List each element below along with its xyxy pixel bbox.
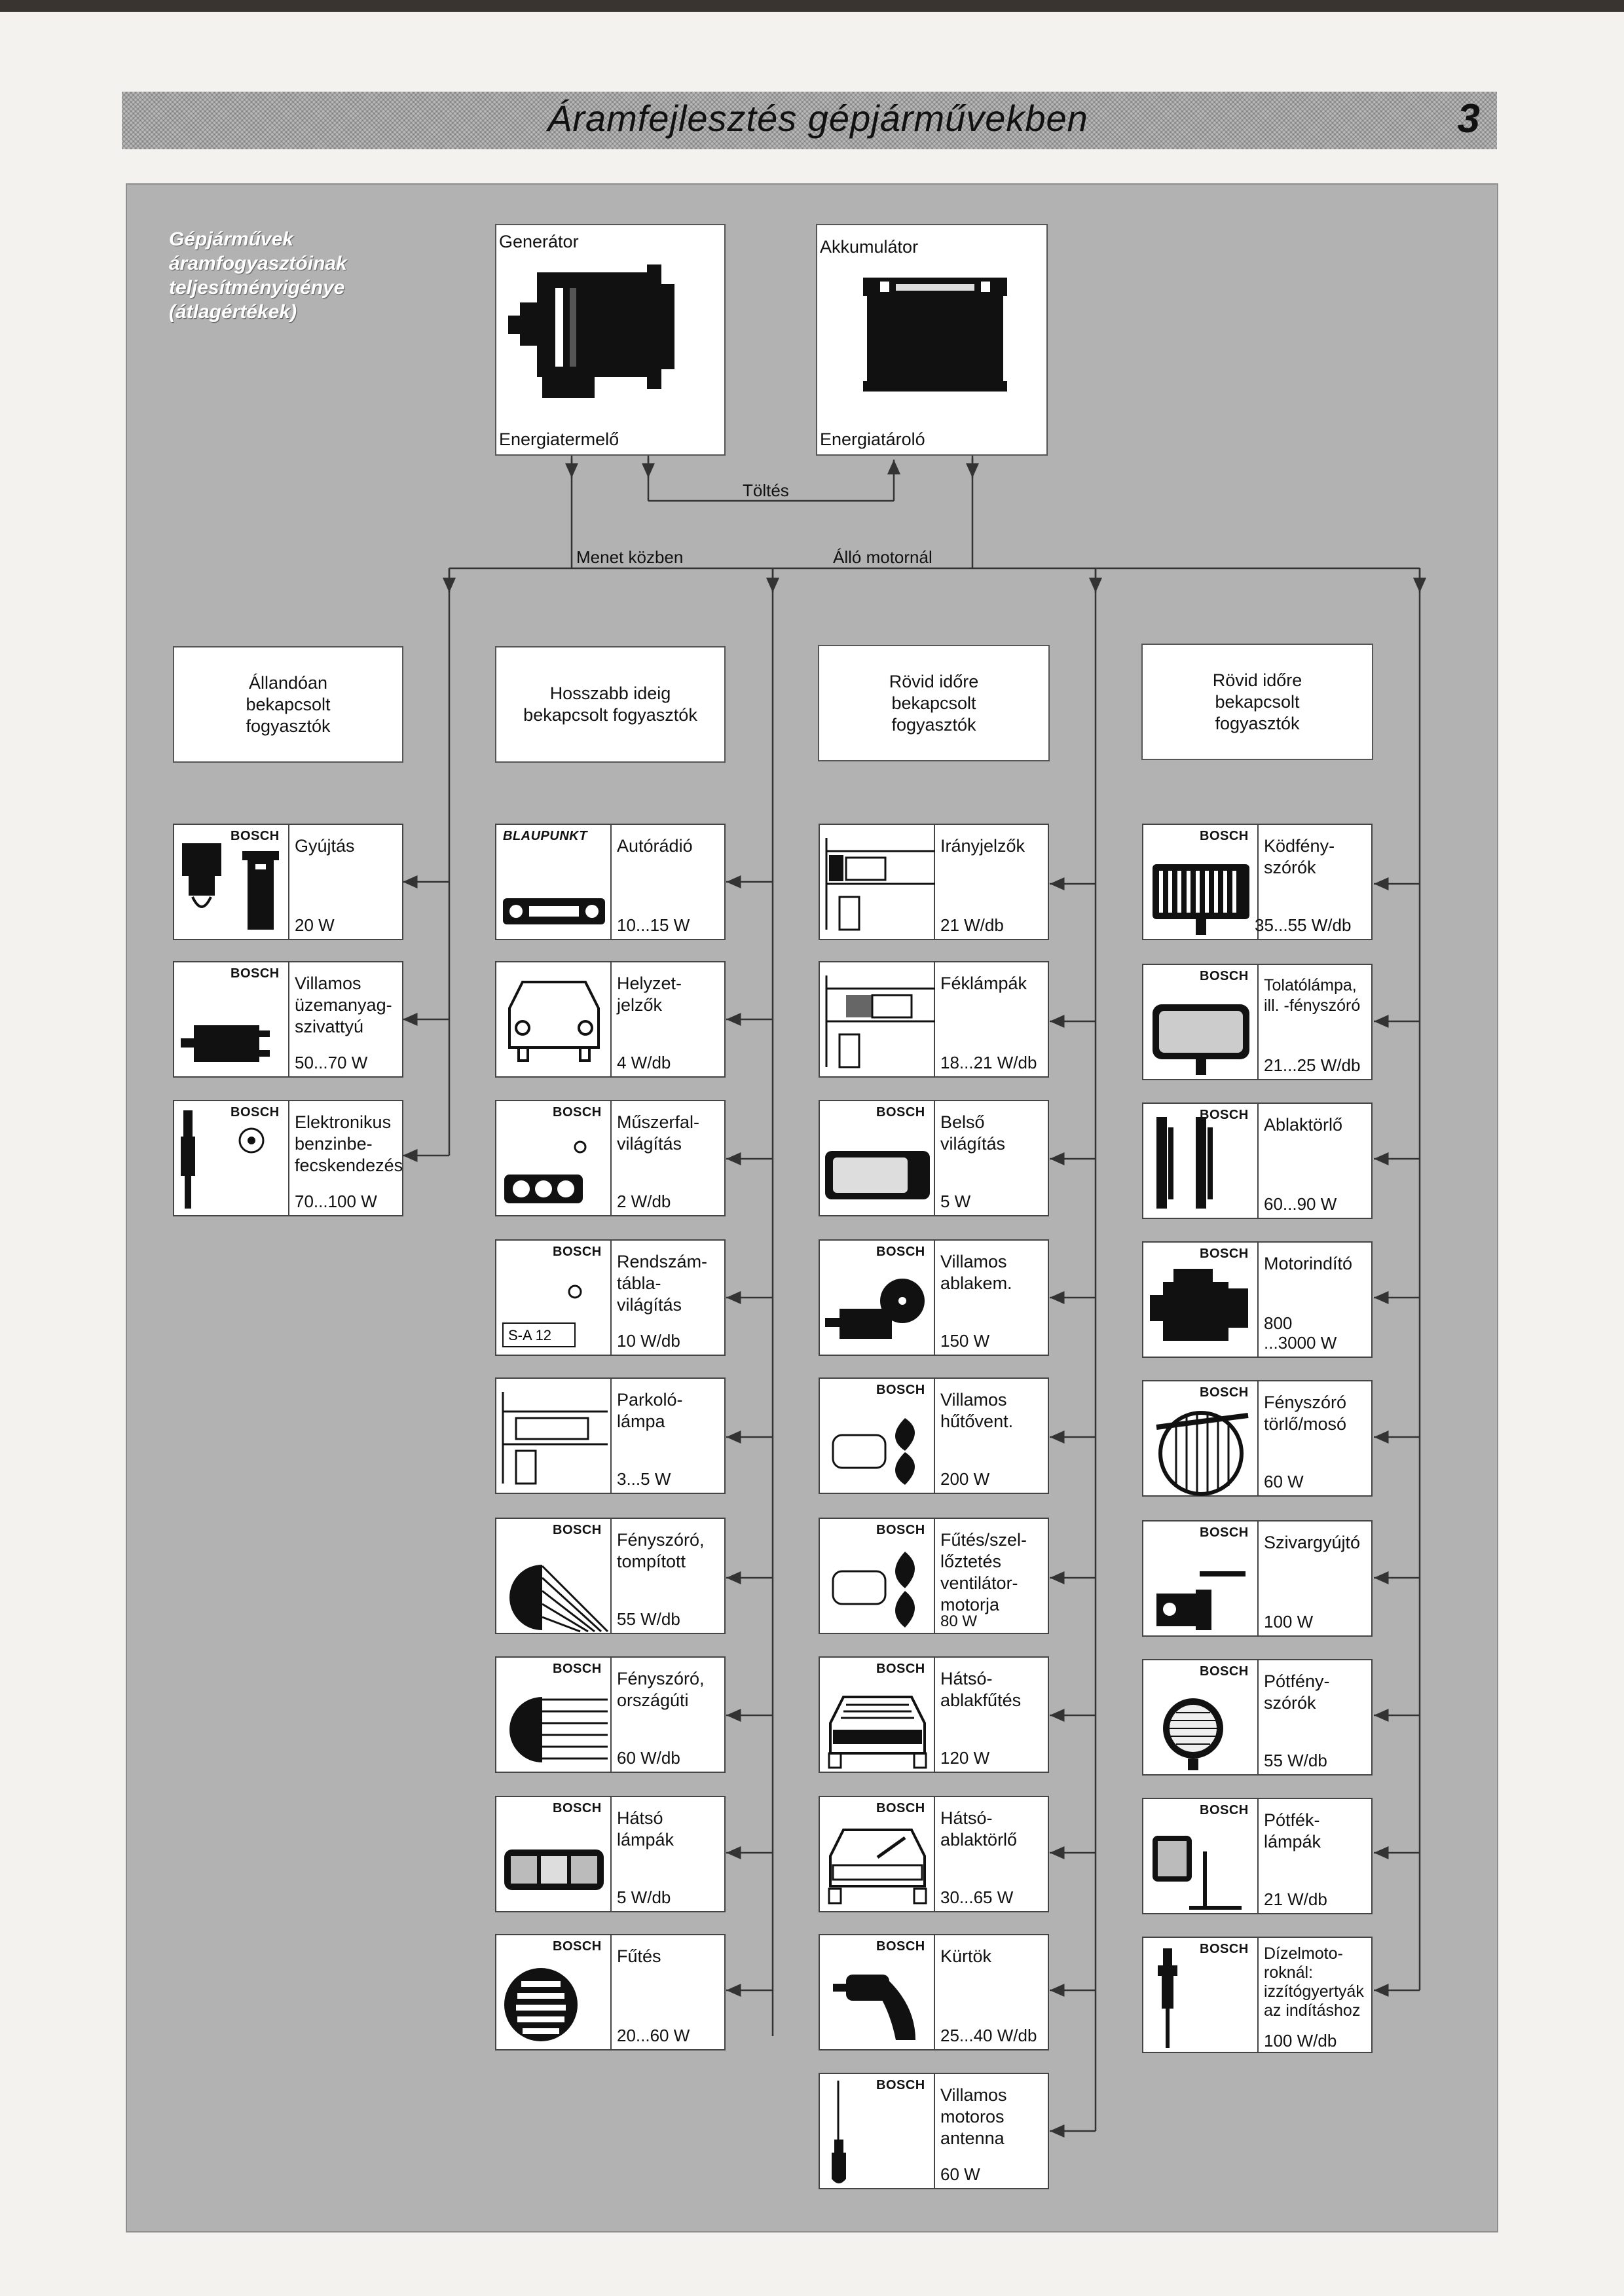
consumer-name: Fűtés bbox=[617, 1946, 661, 1966]
generator-icon bbox=[496, 225, 727, 457]
generator-box bbox=[495, 224, 726, 456]
consumer-card bbox=[173, 824, 403, 940]
consumer-card bbox=[1142, 1659, 1373, 1776]
consumer-name: Tolatólámpa, ill. -fényszóró bbox=[1264, 976, 1361, 1015]
car-front-lamps-icon bbox=[496, 962, 612, 1079]
brand-label: BOSCH bbox=[876, 1662, 925, 1676]
brand-label: BOSCH bbox=[553, 1105, 602, 1120]
consumer-power: 3...5 W bbox=[617, 1469, 671, 1489]
consumer-card bbox=[1142, 1102, 1373, 1219]
consumer-power: 2 W/db bbox=[617, 1192, 671, 1211]
consumer-name: Helyzet-jelzők bbox=[617, 974, 682, 1015]
page-number: 3 bbox=[1457, 96, 1480, 141]
consumer-card bbox=[1142, 1798, 1373, 1914]
consumer-power: 120 W bbox=[940, 1748, 990, 1768]
consumer-card bbox=[1142, 1380, 1373, 1497]
brand-label: BOSCH bbox=[231, 1105, 280, 1120]
diagram-caption: Gépjárművek áramfogyasztóinak teljesítményigénye (átlagértékek) bbox=[169, 228, 347, 323]
consumer-power: 150 W bbox=[940, 1331, 990, 1351]
consumer-name: Ablaktörlő bbox=[1264, 1115, 1343, 1135]
consumer-name: Fényszóró, országúti bbox=[617, 1669, 705, 1710]
consumer-card bbox=[495, 1656, 726, 1773]
brand-label: BOSCH bbox=[1200, 829, 1249, 843]
consumer-name: Szivargyújtó bbox=[1264, 1533, 1361, 1552]
consumer-card bbox=[819, 1100, 1049, 1216]
brand-label: BOSCH bbox=[1200, 1664, 1249, 1679]
consumer-card bbox=[819, 824, 1049, 940]
consumer-power: 20...60 W bbox=[617, 2026, 690, 2045]
brand-label: BOSCH bbox=[553, 1801, 602, 1815]
brand-label: BOSCH bbox=[553, 1662, 602, 1676]
consumer-card bbox=[1142, 824, 1373, 940]
consumer-power: 60...90 W bbox=[1264, 1194, 1337, 1214]
category-short-term-2 bbox=[1141, 644, 1373, 760]
brand-label: BOSCH bbox=[876, 1801, 925, 1815]
brand-label: BOSCH bbox=[876, 1245, 925, 1259]
battery-label: Akkumulátor bbox=[820, 237, 919, 257]
consumer-card bbox=[495, 1377, 726, 1494]
consumer-card bbox=[1142, 1520, 1373, 1637]
consumer-card bbox=[819, 1377, 1049, 1494]
charging-label: Töltés bbox=[743, 481, 789, 500]
consumer-name: Autórádió bbox=[617, 836, 693, 856]
consumer-name: Fényszóró, tompított bbox=[617, 1530, 705, 1571]
consumer-name: Hátsó-ablaktörlő bbox=[940, 1808, 1018, 1850]
category-label: Hosszabb ideig bekapcsolt fogyasztók bbox=[523, 683, 697, 725]
brand-label: BOSCH bbox=[876, 1383, 925, 1397]
consumer-card bbox=[173, 1100, 403, 1216]
consumer-name: Ködfény-szórók bbox=[1264, 836, 1335, 877]
consumer-name: Kürtök bbox=[940, 1946, 992, 1966]
category-short-term bbox=[818, 645, 1050, 761]
turn-signal-icon bbox=[820, 825, 935, 941]
brand-label: BOSCH bbox=[1200, 1247, 1249, 1261]
brand-label: BOSCH bbox=[1200, 1942, 1249, 1956]
consumer-name: Fűtés/szel-lőztetés ventilátor-motorja bbox=[940, 1530, 1027, 1614]
consumer-power: 60 W bbox=[1264, 1472, 1304, 1491]
consumer-name: Rendszám-tábla-világítás bbox=[617, 1252, 708, 1315]
consumer-power: 800 ...3000 W bbox=[1264, 1313, 1337, 1353]
brand-label: BOSCH bbox=[1200, 969, 1249, 983]
consumer-power: 70...100 W bbox=[295, 1192, 377, 1211]
consumer-power: 21 W/db bbox=[940, 915, 1004, 935]
battery-icon bbox=[817, 225, 1049, 457]
brand-label: BOSCH bbox=[1200, 1108, 1249, 1122]
consumer-name: Pótfék-lámpák bbox=[1264, 1810, 1321, 1851]
consumer-card bbox=[495, 961, 726, 1078]
brand-label: BOSCH bbox=[876, 1939, 925, 1954]
consumer-name: Irányjelzők bbox=[940, 836, 1025, 856]
consumer-power: 20 W bbox=[295, 915, 335, 935]
consumer-card bbox=[495, 1100, 726, 1216]
consumer-name: Féklámpák bbox=[940, 974, 1027, 993]
stopped-label: Álló motornál bbox=[833, 547, 932, 567]
consumer-power: 25...40 W/db bbox=[940, 2026, 1037, 2045]
consumer-name: Gyújtás bbox=[295, 836, 355, 856]
consumer-power: 35...55 W/db bbox=[1255, 915, 1352, 935]
consumer-power: 5 W bbox=[940, 1192, 971, 1211]
battery-sublabel: Energiatároló bbox=[820, 429, 925, 449]
consumer-name: Villamos motoros antenna bbox=[940, 2085, 1007, 2148]
page-title: Áramfejlesztés gépjárművekben bbox=[547, 98, 1088, 139]
brand-label: BOSCH bbox=[553, 1523, 602, 1537]
consumer-card bbox=[495, 1518, 726, 1634]
consumer-card bbox=[819, 1518, 1049, 1634]
consumer-card bbox=[819, 1656, 1049, 1773]
brand-label: BOSCH bbox=[553, 1245, 602, 1259]
consumer-power: 5 W/db bbox=[617, 1887, 671, 1907]
consumer-power: 80 W bbox=[940, 1613, 978, 1630]
consumer-name: Dízelmoto-roknál: izzítógyertyák az indításhoz bbox=[1264, 1944, 1364, 2020]
consumer-card bbox=[1142, 964, 1373, 1080]
brand-label: BOSCH bbox=[231, 966, 280, 981]
consumer-card bbox=[1142, 1241, 1373, 1358]
consumer-card bbox=[495, 1239, 726, 1356]
plate-text: S-A 12 bbox=[508, 1327, 552, 1343]
consumer-card bbox=[819, 2073, 1049, 2189]
category-permanent bbox=[173, 646, 403, 763]
consumer-name: Műszerfal-világítás bbox=[617, 1112, 700, 1154]
consumer-card bbox=[819, 1934, 1049, 2050]
consumer-name: Belső világítás bbox=[940, 1112, 1006, 1154]
consumer-power: 21 W/db bbox=[1264, 1889, 1327, 1909]
consumer-power: 55 W/db bbox=[1264, 1751, 1327, 1770]
consumer-name: Hátsó lámpák bbox=[617, 1808, 674, 1850]
brand-label: BOSCH bbox=[553, 1939, 602, 1954]
consumer-name: Villamos üzemanyag-szivattyú bbox=[295, 974, 392, 1036]
brand-label: BOSCH bbox=[876, 1523, 925, 1537]
consumer-card bbox=[819, 961, 1049, 1078]
consumer-card bbox=[495, 1934, 726, 2050]
consumer-name: Elektronikus benzinbe-fecskendezés bbox=[295, 1112, 403, 1175]
consumer-power: 50...70 W bbox=[295, 1053, 368, 1072]
brand-label: BOSCH bbox=[876, 2078, 925, 2092]
consumer-card bbox=[495, 824, 726, 940]
parking-lamp-icon bbox=[496, 1379, 612, 1495]
brand-label: BOSCH bbox=[1200, 1803, 1249, 1817]
consumer-power: 100 W bbox=[1264, 1612, 1314, 1631]
consumer-power: 18...21 W/db bbox=[940, 1053, 1037, 1072]
category-long-term bbox=[495, 646, 726, 763]
consumer-card bbox=[819, 1239, 1049, 1356]
brand-label: BOSCH bbox=[1200, 1385, 1249, 1400]
driving-label: Menet közben bbox=[576, 547, 684, 567]
consumer-name: Villamos hűtővent. bbox=[940, 1390, 1014, 1431]
consumer-name: Parkoló-lámpa bbox=[617, 1390, 683, 1431]
consumer-power: 60 W/db bbox=[617, 1748, 680, 1768]
consumer-power: 4 W/db bbox=[617, 1053, 671, 1072]
consumer-power: 100 W/db bbox=[1264, 2031, 1337, 2050]
consumer-power: 10...15 W bbox=[617, 915, 690, 935]
consumer-name: Fényszóró törlő/mosó bbox=[1264, 1393, 1347, 1434]
consumer-power: 60 W bbox=[940, 2164, 980, 2184]
consumer-name: Pótfény-szórók bbox=[1264, 1671, 1330, 1713]
battery-box bbox=[816, 224, 1048, 456]
consumer-name: Motorindító bbox=[1264, 1254, 1353, 1273]
brake-lamp-icon bbox=[820, 962, 935, 1079]
generator-sublabel: Energiatermelő bbox=[499, 429, 619, 449]
brand-label: BLAUPUNKT bbox=[503, 829, 587, 843]
category-label: Rövid időre bekapcsolt fogyasztók bbox=[1212, 670, 1302, 733]
consumer-power: 10 W/db bbox=[617, 1331, 680, 1351]
consumer-name: Hátsó-ablakfűtés bbox=[940, 1669, 1022, 1710]
consumer-card bbox=[819, 1796, 1049, 1912]
consumer-name: Villamos ablakem. bbox=[940, 1252, 1012, 1293]
brand-label: BOSCH bbox=[876, 1105, 925, 1120]
consumer-power: 21...25 W/db bbox=[1264, 1055, 1361, 1075]
consumer-power: 55 W/db bbox=[617, 1609, 680, 1629]
category-label: Állandóan bekapcsolt fogyasztók bbox=[246, 672, 331, 736]
category-label: Rövid időre bekapcsolt fogyasztók bbox=[889, 671, 979, 735]
consumer-card bbox=[1142, 1937, 1373, 2053]
brand-label: BOSCH bbox=[1200, 1525, 1249, 1540]
consumer-power: 30...65 W bbox=[940, 1887, 1014, 1907]
brand-label: BOSCH bbox=[231, 829, 280, 843]
consumer-card bbox=[173, 961, 403, 1078]
consumer-power: 200 W bbox=[940, 1469, 990, 1489]
generator-label: Generátor bbox=[499, 232, 579, 251]
consumer-card bbox=[495, 1796, 726, 1912]
